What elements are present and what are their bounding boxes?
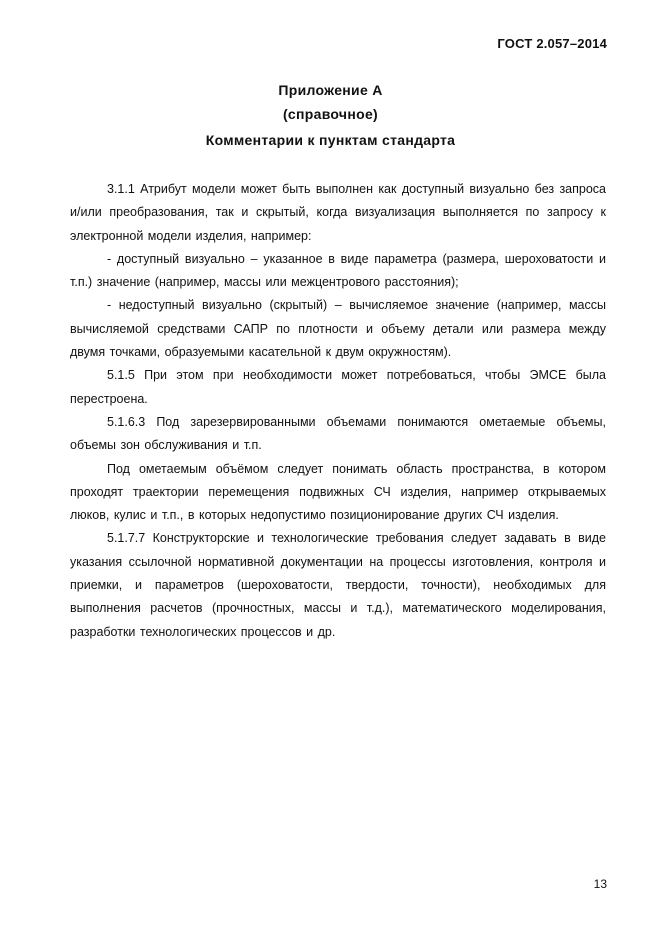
paragraph-5-1-6-3: 5.1.6.3 Под зарезервированными объемами понимаются ометаемые объемы, объемы зон обслуживания и т.п. (70, 414, 606, 453)
list-item-hidden: - недоступный визуально (скрытый) – вычисляемое значение (например, массы вычисляемой средствами САПР по плотности и объему детали или размера между двумя точками, образуемыми касательной к двум окружностям). (70, 298, 606, 360)
document-code: ГОСТ 2.057–2014 (497, 36, 607, 51)
list-item-visible: - доступный визуально – указанное в виде параметра (размера, шероховатости и т.п.) значение (например, массы или межцентрового расстояния); (70, 251, 606, 290)
paragraph-3-1-1: 3.1.1 Атрибут модели может быть выполнен как доступный визуально без запроса и/или преобразования, так и скрытый, когда визуализация выполняется по запросу к электронной модели изделия, например: (70, 182, 606, 243)
appendix-title: Приложение А (278, 82, 383, 98)
appendix-subtitle: Комментарии к пунктам стандарта (205, 132, 456, 148)
paragraph-5-1-5: 5.1.5 При этом при необходимости может потребоваться, чтобы ЭМСЕ была перестроена. (70, 368, 606, 406)
paragraph-swept-volume: Под ометаемым объёмом следует понимать область пространства, в котором проходят траектории перемещения подвижных СЧ изделия, например открываемых люков, кулис и т.п., в которых недопустимо позиционирование других СЧ изделия. (70, 461, 606, 523)
appendix-type: (справочное) (282, 106, 379, 122)
page-number: 13 (593, 877, 607, 891)
document-body (70, 178, 606, 644)
paragraph-5-1-7-7: 5.1.7.7 Конструкторские и технологические требования следует задавать в виде указания ссылочной нормативной документации на процессы изготовления, контроля и приемки, и параметров (шероховатости, твердости, точности), необходимых для выполнения расчетов (прочностных, массы и т.д.), математического моделирования, разработки технологических процессов и др. (70, 531, 606, 639)
